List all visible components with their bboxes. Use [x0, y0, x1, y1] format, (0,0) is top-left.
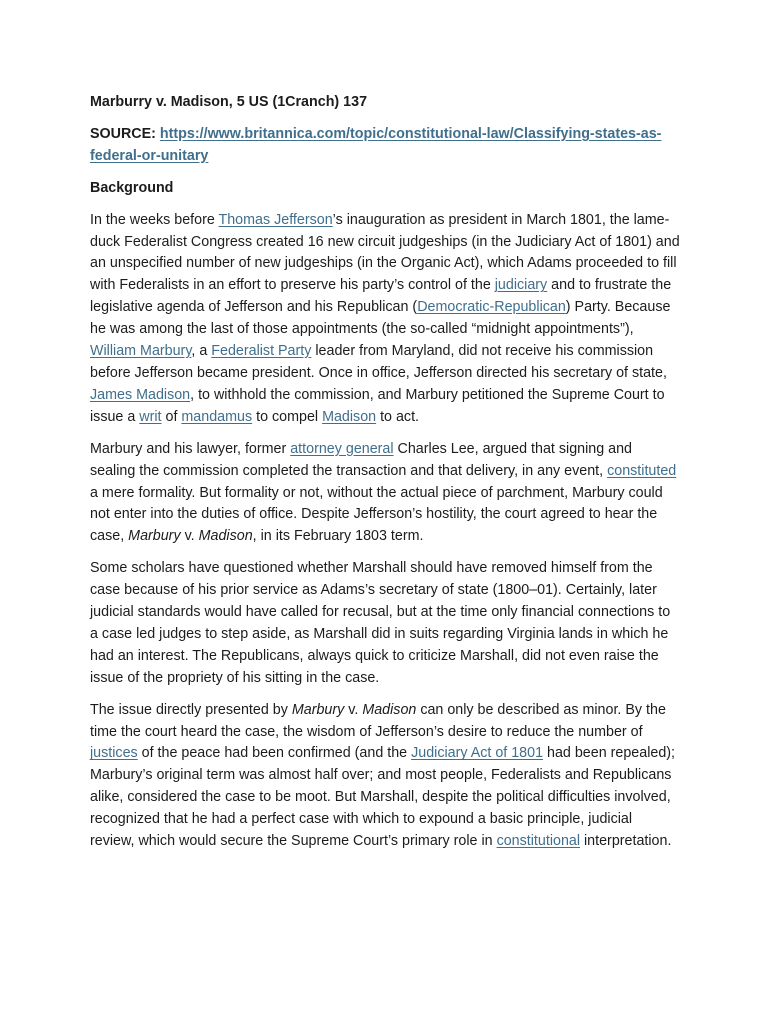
text: to act.	[376, 408, 420, 425]
link-attorney-general[interactable]: attorney general	[290, 440, 394, 457]
text: , to withhold the commission, and Marbury petitioned the Supreme Court to issue a	[90, 386, 665, 425]
source-line	[90, 124, 680, 168]
source-link[interactable]: https://www.britannica.com/topic/constitutional-law/Classifying-states-as-federal-or-unitary	[90, 125, 662, 164]
link-justices[interactable]: justices	[90, 745, 138, 762]
link-thomas-jefferson[interactable]: Thomas Jefferson	[218, 211, 333, 228]
source-label: SOURCE:	[90, 125, 156, 142]
paragraph-4	[90, 700, 680, 853]
text: a mere formality. But formality or not, without the actual piece of parchment, Marbury could not enter into the duties of office. Despite Jefferson’s hostility, the court agreed to hear the case,	[90, 484, 663, 545]
link-james-madison[interactable]: James Madison	[90, 386, 191, 403]
text: The issue directly presented by	[90, 701, 292, 718]
text: of the peace had been confirmed (and the	[137, 745, 412, 762]
link-judiciary-act-1801[interactable]: Judiciary Act of 1801	[411, 745, 544, 762]
text: had been repealed); Marbury’s original term was almost half over; and most people, Federalists and Republicans alike, considered the case to be moot. But Marshall, despite the political difficulties involved, recognized that he had a perfect case with which to expound a basic principle, judicial review, which would secure the Supreme Court’s primary role in	[90, 745, 675, 850]
paragraph-3: Some scholars have questioned whether Marshall should have removed himself from the case because of his prior service as Adams’s secretary of state (1800–01). Certainly, later judicial standards would have called for recusal, but at the time only financial connections to a case led judges to step aside, as Marshall did in suits regarding Virginia lands in which he had an interest. The Republicans, always quick to criticize Marshall, did not even raise the issue of the propriety of his sitting in the case.	[90, 560, 671, 686]
case-name-italic: Madison	[198, 528, 253, 545]
link-writ[interactable]: writ	[139, 408, 162, 425]
text: Marbury and his lawyer, former	[90, 440, 291, 457]
link-madison[interactable]: Madison	[322, 408, 377, 425]
text: ’s inauguration as president in March 1801, the lame-duck Federalist Congress created 16 new circuit judgeships (in the Judiciary Act of 1801) and an unspecified number of new judgeships (in the Organic Act), which Adams proceeded to fill with Federalists in an effort to preserve his party’s control of the	[90, 211, 680, 294]
text: v.	[344, 701, 363, 718]
text: ) Party. Because he was among the last of those appointments (the so-called “midnight appointments”),	[90, 299, 671, 338]
text: In the weeks before	[90, 211, 219, 228]
background-heading: Background	[90, 179, 174, 196]
link-judiciary[interactable]: judiciary	[494, 277, 548, 294]
case-name-italic: Marbury	[291, 701, 345, 718]
text: to compel	[252, 408, 323, 425]
text: Charles Lee, argued that signing and sealing the commission completed the transaction and that delivery, in any event,	[90, 440, 633, 479]
link-constituted[interactable]: constituted	[607, 462, 677, 479]
link-federalist-party[interactable]: Federalist Party	[211, 343, 312, 360]
text: interpretation.	[580, 833, 672, 850]
text: and to frustrate the legislative agenda of Jefferson and his Republican (	[90, 277, 672, 316]
case-title: Marburry v. Madison, 5 US (1Cranch) 137	[90, 94, 368, 110]
case-name-italic: Marbury	[128, 528, 181, 545]
link-william-marbury[interactable]: William Marbury	[90, 343, 192, 360]
text: can only be described as minor. By the time the court heard the case, the wisdom of Jefferson’s desire to reduce the number of	[90, 701, 666, 740]
text: , a	[191, 343, 212, 360]
paragraph-2	[90, 439, 680, 549]
case-name-italic: Madison	[362, 701, 417, 718]
text: of	[161, 408, 182, 425]
link-mandamus[interactable]: mandamus	[181, 408, 253, 425]
paragraph-1	[90, 210, 680, 429]
text: , in its February 1803 term.	[252, 528, 424, 545]
link-constitutional[interactable]: constitutional	[496, 833, 581, 850]
link-democratic-republican[interactable]: Democratic-Republican	[417, 299, 566, 316]
text: leader from Maryland, did not receive his commission before Jefferson became president. Once in office, Jefferson directed his secretary of state,	[90, 343, 667, 381]
text: v.	[180, 528, 199, 545]
